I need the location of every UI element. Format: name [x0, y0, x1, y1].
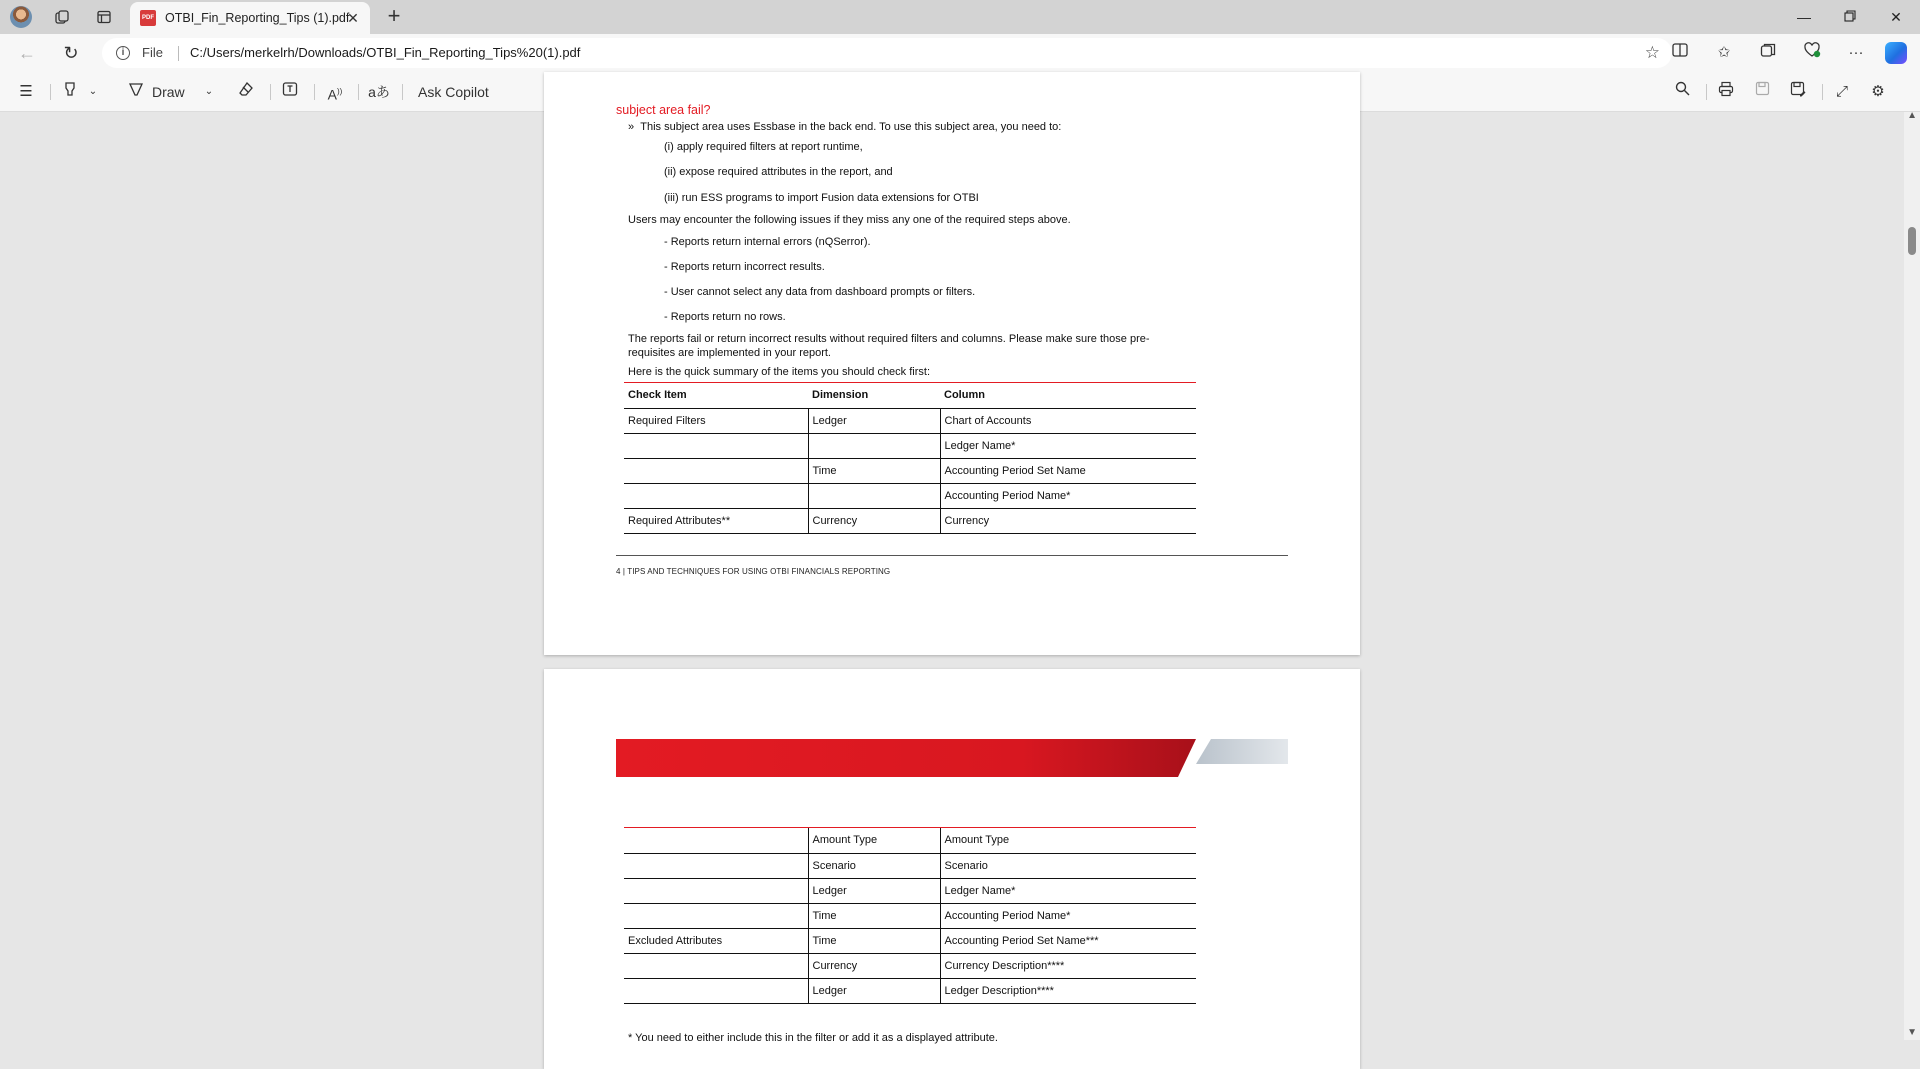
issue-item: - Reports return no rows.: [664, 311, 786, 323]
table-cell: [624, 978, 808, 1003]
table-cell: Ledger Name*: [940, 433, 1196, 458]
table-row: [624, 483, 1196, 508]
url-text[interactable]: C:/Users/merkelrh/Downloads/OTBI_Fin_Reporting_Tips%20(1).pdf: [190, 45, 581, 60]
save-icon[interactable]: [1750, 81, 1774, 103]
table-cell: [624, 878, 808, 903]
tab-actions-icon[interactable]: [92, 6, 116, 28]
step-item: (ii) expose required attributes in the report, and: [664, 166, 893, 178]
divider: [50, 84, 51, 100]
table-cell: [624, 483, 808, 508]
column-header: Dimension: [808, 383, 940, 408]
text-box-icon[interactable]: [278, 81, 302, 103]
table-cell: Scenario: [940, 853, 1196, 878]
contents-icon[interactable]: ☰: [19, 83, 33, 100]
issue-item: - Reports return incorrect results.: [664, 261, 825, 273]
scroll-down-arrow-icon[interactable]: ▼: [1907, 1027, 1917, 1038]
vertical-scrollbar[interactable]: [1904, 112, 1920, 1040]
highlight-icon[interactable]: [58, 81, 82, 103]
table-cell: Accounting Period Name*: [940, 903, 1196, 928]
attributes-table: [624, 828, 1196, 1004]
table-cell: Amount Type: [808, 828, 940, 853]
browser-essentials-icon[interactable]: [1799, 42, 1825, 64]
divider: [402, 84, 403, 100]
chevron-down-icon[interactable]: ⌄: [88, 86, 98, 97]
draw-icon[interactable]: [124, 81, 148, 103]
settings-icon[interactable]: ⚙: [1871, 83, 1885, 100]
scrollbar-thumb[interactable]: [1908, 227, 1916, 255]
table-cell: Scenario: [808, 853, 940, 878]
close-window-icon[interactable]: ✕: [1890, 9, 1902, 25]
close-icon[interactable]: ✕: [347, 10, 359, 26]
favorites-icon[interactable]: ✩: [1717, 44, 1731, 61]
footer-rule: [616, 555, 1288, 556]
table-cell: Ledger: [808, 408, 940, 433]
table-row: [624, 408, 1196, 433]
bullet-content: This subject area uses Essbase in the back end. To use this subject area, you need to:: [640, 121, 1062, 133]
restore-icon[interactable]: [1836, 6, 1864, 28]
copilot-icon[interactable]: [1885, 42, 1907, 64]
section-heading: subject area fail?: [616, 103, 711, 117]
footnote: * You need to either include this in the filter or add it as a displayed attribute.: [628, 1032, 998, 1044]
table-row: [624, 433, 1196, 458]
address-bar: [0, 34, 1920, 72]
table-cell: Currency: [808, 953, 940, 978]
column-header: Column: [940, 383, 1196, 408]
table-cell: Currency: [940, 508, 1196, 533]
table-row: [624, 458, 1196, 483]
column-header: Check Item: [624, 383, 808, 408]
table-cell: Ledger: [808, 978, 940, 1003]
refresh-icon[interactable]: ↻: [63, 43, 79, 63]
table-cell: [624, 458, 808, 483]
table-cell: Time: [808, 458, 940, 483]
table-cell: [624, 828, 808, 853]
table-cell: [808, 433, 940, 458]
issues-intro: Users may encounter the following issues if they miss any one of the required steps above.: [628, 214, 1071, 226]
summary-intro: Here is the quick summary of the items you should check first:: [628, 366, 931, 378]
table-cell: [624, 433, 808, 458]
search-icon[interactable]: [1670, 81, 1694, 103]
table-row: [624, 903, 1196, 928]
back-icon[interactable]: ←: [18, 43, 36, 63]
tab-strip: [0, 0, 1920, 34]
table-cell: Chart of Accounts: [940, 408, 1196, 433]
step-item: (iii) run ESS programs to import Fusion data extensions for OTBI: [664, 192, 979, 204]
divider: [314, 84, 315, 100]
ask-copilot-button[interactable]: Ask Copilot: [418, 84, 489, 100]
url-scheme: File: [142, 45, 163, 60]
more-icon[interactable]: ···: [1848, 44, 1864, 61]
collections-icon[interactable]: [1755, 42, 1781, 64]
tab-title: OTBI_Fin_Reporting_Tips (1).pdf: [165, 11, 350, 25]
divider: [1706, 84, 1707, 100]
table-cell: Amount Type: [940, 828, 1196, 853]
table-cell: Ledger Description****: [940, 978, 1196, 1003]
url-field[interactable]: [102, 38, 1672, 68]
table-row: [624, 508, 1196, 533]
pdf-viewer[interactable]: [0, 103, 1920, 1044]
table-cell: Required Attributes**: [624, 508, 808, 533]
pdf-page: [544, 72, 1360, 655]
divider: [358, 84, 359, 100]
divider: [178, 46, 179, 61]
print-icon[interactable]: [1714, 81, 1738, 103]
table-row: [624, 978, 1196, 1003]
profile-avatar[interactable]: [10, 6, 32, 28]
paragraph-line: requisites are implemented in your report.: [628, 347, 831, 359]
plus-icon[interactable]: +: [387, 3, 401, 28]
table-cell: Required Filters: [624, 408, 808, 433]
table-row: [624, 853, 1196, 878]
pdf-page: [544, 669, 1360, 1069]
divider: [1822, 84, 1823, 100]
table-row: [624, 828, 1196, 853]
table-header-row: [624, 383, 1196, 408]
minimize-icon[interactable]: —: [1797, 9, 1811, 25]
table-row: [624, 878, 1196, 903]
star-icon[interactable]: ☆: [1644, 43, 1660, 62]
fullscreen-icon[interactable]: ⤢: [1835, 83, 1848, 100]
translate-icon[interactable]: aあ: [368, 84, 390, 100]
draw-button[interactable]: Draw: [152, 84, 185, 100]
table-cell: Ledger Name*: [940, 878, 1196, 903]
table-cell: Accounting Period Set Name: [940, 458, 1196, 483]
table-cell: Time: [808, 903, 940, 928]
table-cell: Ledger: [808, 878, 940, 903]
issue-item: - User cannot select any data from dashboard prompts or filters.: [664, 286, 976, 298]
table-cell: [624, 903, 808, 928]
active-tab[interactable]: [130, 2, 370, 34]
table-cell: Currency: [808, 508, 940, 533]
workspaces-icon[interactable]: [50, 6, 74, 28]
table-cell: Time: [808, 928, 940, 953]
table-cell: Accounting Period Name*: [940, 483, 1196, 508]
page-footer: 4 | TIPS AND TECHNIQUES FOR USING OTBI FINANCIALS REPORTING: [616, 567, 891, 576]
check-items-table: [624, 383, 1196, 534]
table-cell: [624, 853, 808, 878]
header-banner: [616, 739, 1288, 777]
chevron-down-icon[interactable]: ⌄: [204, 86, 214, 97]
save-as-icon[interactable]: [1786, 81, 1810, 103]
table-cell: [624, 953, 808, 978]
table-cell: [808, 483, 940, 508]
bullet-text: » This subject area uses Essbase in the back end. To use this subject area, you need to:: [628, 121, 1062, 133]
table-row: [624, 953, 1196, 978]
read-aloud-icon[interactable]: A)): [327, 86, 343, 103]
pdf-icon: PDF: [140, 10, 156, 26]
scroll-up-arrow-icon[interactable]: ▲: [1907, 110, 1917, 121]
split-screen-icon[interactable]: [1667, 42, 1693, 64]
eraser-icon[interactable]: [234, 81, 258, 103]
table-cell: Accounting Period Set Name***: [940, 928, 1196, 953]
info-icon[interactable]: i: [116, 46, 130, 60]
table-cell: Currency Description****: [940, 953, 1196, 978]
divider: [270, 84, 271, 100]
paragraph-line: The reports fail or return incorrect results without required filters and columns. Please make sure those pre-: [628, 333, 1150, 345]
step-item: (i) apply required filters at report runtime,: [664, 141, 863, 153]
table-row: [624, 928, 1196, 953]
issue-item: - Reports return internal errors (nQSerror).: [664, 236, 871, 248]
table-cell: Excluded Attributes: [624, 928, 808, 953]
